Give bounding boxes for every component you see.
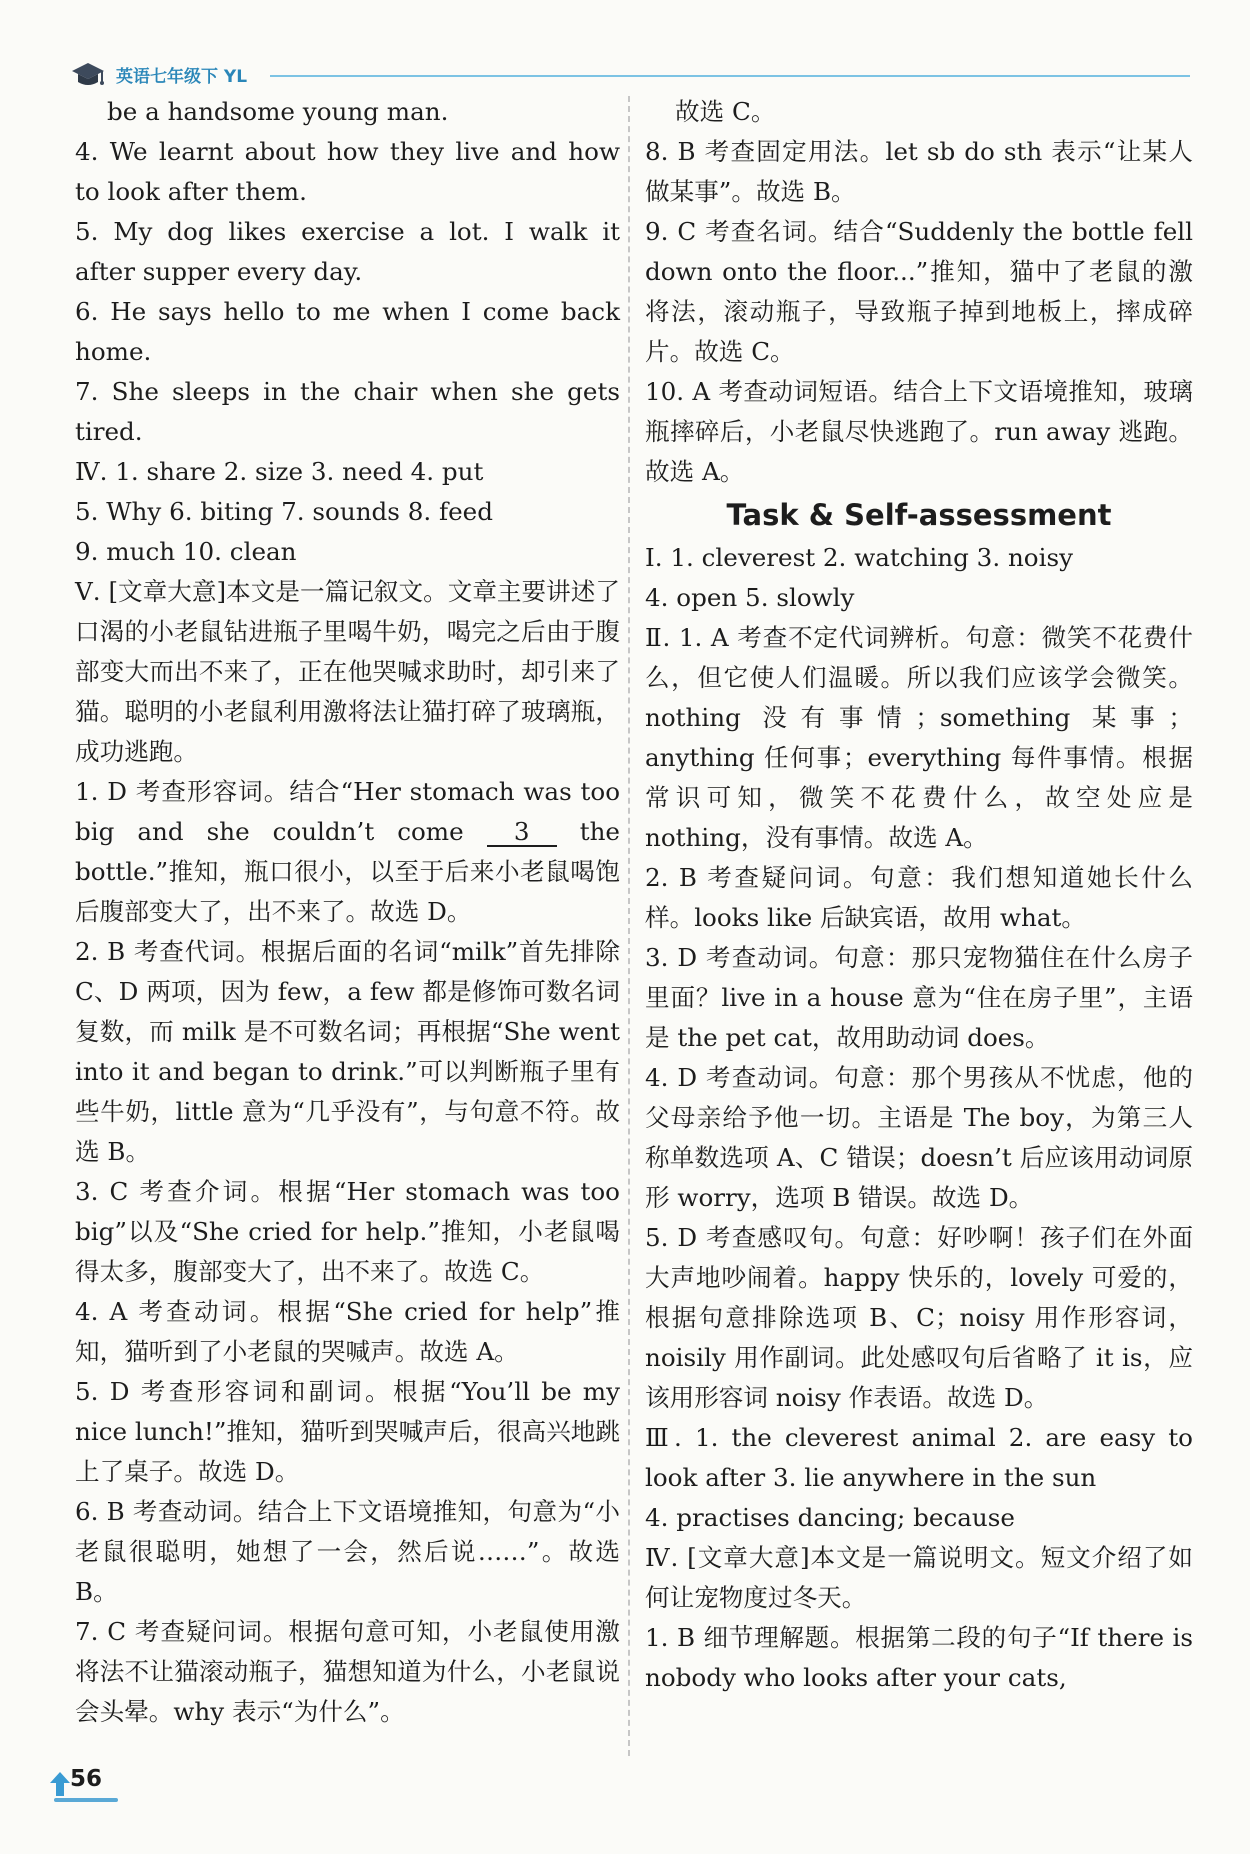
page-header [70, 56, 1190, 96]
answer-explanation: 7. C 考查疑问词。根据句意可知，小老鼠使用激将法不让猫滚动瓶子，猫想知道为什么，小老鼠说会头晕。why 表示“为什么”。 [75, 1617, 620, 1726]
answer-explanation: 3. D 考查动词。句意：那只宠物猫住在什么房子里面？live in a house 意为“住在房子里”，主语是 the pet cat，故用助动词 does。 [645, 943, 1193, 1052]
answer-line: 7. She sleeps in the chair when she gets tired. [75, 377, 620, 446]
answer-line: 9. much 10. clean [75, 537, 297, 566]
answer-line: 4. open 5. slowly [645, 583, 855, 612]
passage-summary: Ⅴ. [文章大意]本文是一篇记叙文。文章主要讲述了口渴的小老鼠钻进瓶子里喝牛奶，喝完之后由于腹部变大而出不来了，正在他哭喊求助时，却引来了猫。聪明的小老鼠利用激将法让猫打碎了玻璃瓶，成功逃跑。 [75, 577, 620, 766]
page-number: 56 [70, 1766, 103, 1792]
header-rule [270, 75, 1190, 77]
answer-explanation: 9. C 考查名词。结合“Suddenly the bottle fell down onto the floor...”推知，猫中了老鼠的激将法，滚动瓶子，导致瓶子掉到地板上，摔成碎片。故选 C。 [645, 217, 1193, 366]
answer-explanation: 5. D 考查形容词和副词。根据“You’ll be my nice lunch!”推知，猫听到哭喊声后，很高兴地跳上了桌子。故选 D。 [75, 1377, 620, 1486]
answer-explanation [75, 772, 620, 932]
answer-line: 5. My dog likes exercise a lot. I walk it after supper every day. [75, 217, 620, 286]
answer-explanation: 3. C 考查介词。根据“Her stomach was too big”以及“She cried for help.”推知，小老鼠喝得太多，腹部变大了，出不来了。故选 C。 [75, 1177, 620, 1286]
explanation-text: the bottle.”推知，瓶口很小，以至于后来小老鼠喝饱后腹部变大了，出不来了。故选 D。 [75, 817, 620, 926]
answer-line: 6. He says hello to me when I come back home. [75, 297, 620, 366]
answer-explanation: 6. B 考查动词。结合上下文语境推知，句意为“小老鼠很聪明，她想了一会，然后说……”。故选 B。 [75, 1497, 620, 1606]
column-divider [628, 96, 630, 1756]
answer-explanation: 4. A 考查动词。根据“She cried for help”推知，猫听到了小老鼠的哭喊声。故选 A。 [75, 1297, 620, 1366]
left-column [75, 92, 620, 1732]
page-number-underline [54, 1798, 118, 1802]
right-column [645, 92, 1193, 1698]
page-footer [50, 1766, 112, 1804]
answer-line: Ⅳ. 1. share 2. size 3. need 4. put [75, 457, 484, 486]
answer-explanation: 5. D 考查感叹句。句意：好吵啊！孩子们在外面大声地吵闹着。happy 快乐的，lovely 可爱的，根据句意排除选项 B、C；noisy 用作形容词，noisily 用作副词。此处感叹句后省略了 it is，应该用形容词 noisy 作表语。故选 D。 [645, 1223, 1193, 1412]
answer-line: be a handsome young man. [107, 97, 449, 126]
book-title: 英语七年级下 YL [116, 67, 248, 87]
blank-number: 3 [487, 819, 557, 847]
answer-line: 4. practises dancing; because [645, 1503, 1015, 1532]
answer-line: 4. We learnt about how they live and how to look after them. [75, 137, 620, 206]
graduation-cap-icon [70, 60, 106, 90]
answer-explanation: 10. A 考查动词短语。结合上下文语境推知，玻璃瓶摔碎后，小老鼠尽快逃跑了。run away 逃跑。故选 A。 [645, 377, 1193, 486]
answer-explanation: 1. B 细节理解题。根据第二段的句子“If there is nobody who looks after your cats, [645, 1623, 1193, 1692]
answer-explanation: Ⅱ. 1. A 考查不定代词辨析。句意：微笑不花费什么，但它使人们温暖。所以我们应该学会微笑。nothing 没有事情；something 某事；anything 任何事；everything 每件事情。根据常识可知，微笑不花费什么，故空处应是 nothing，没有事情。故选 A。 [645, 623, 1193, 852]
answer-line: 故选 C。 [675, 97, 776, 126]
section-title: Task & Self-assessment [726, 498, 1112, 532]
explanation-text: 1. D 考查形容词。结合“Her stomach was too big and she couldn’t come [75, 777, 620, 846]
up-arrow-icon [50, 1772, 70, 1796]
answer-line: 5. Why 6. biting 7. sounds 8. feed [75, 497, 493, 526]
answer-explanation: 2. B 考查代词。根据后面的名词“milk”首先排除 C、D 两项，因为 few，a few 都是修饰可数名词复数，而 milk 是不可数名词；再根据“She went into it and began to drink.”可以判断瓶子里有些牛奶，little 意为“几乎没有”，与句意不符。故选 B。 [75, 937, 620, 1166]
answer-line: Ⅲ. 1. the cleverest animal 2. are easy to look after 3. lie anywhere in the sun [645, 1423, 1193, 1492]
passage-summary: Ⅳ. [文章大意]本文是一篇说明文。短文介绍了如何让宠物度过冬天。 [645, 1543, 1193, 1612]
answer-explanation: 4. D 考查动词。句意：那个男孩从不忧虑，他的父母亲给予他一切。主语是 The boy，为第三人称单数选项 A、C 错误；doesn’t 后应该用动词原形 worry，选项 B 错误。故选 D。 [645, 1063, 1193, 1212]
answer-explanation: 8. B 考查固定用法。let sb do sth 表示“让某人做某事”。故选 B。 [645, 137, 1193, 206]
answer-explanation: 2. B 考查疑问词。句意：我们想知道她长什么样。looks like 后缺宾语，故用 what。 [645, 863, 1193, 932]
answer-line: Ⅰ. 1. cleverest 2. watching 3. noisy [645, 543, 1073, 572]
